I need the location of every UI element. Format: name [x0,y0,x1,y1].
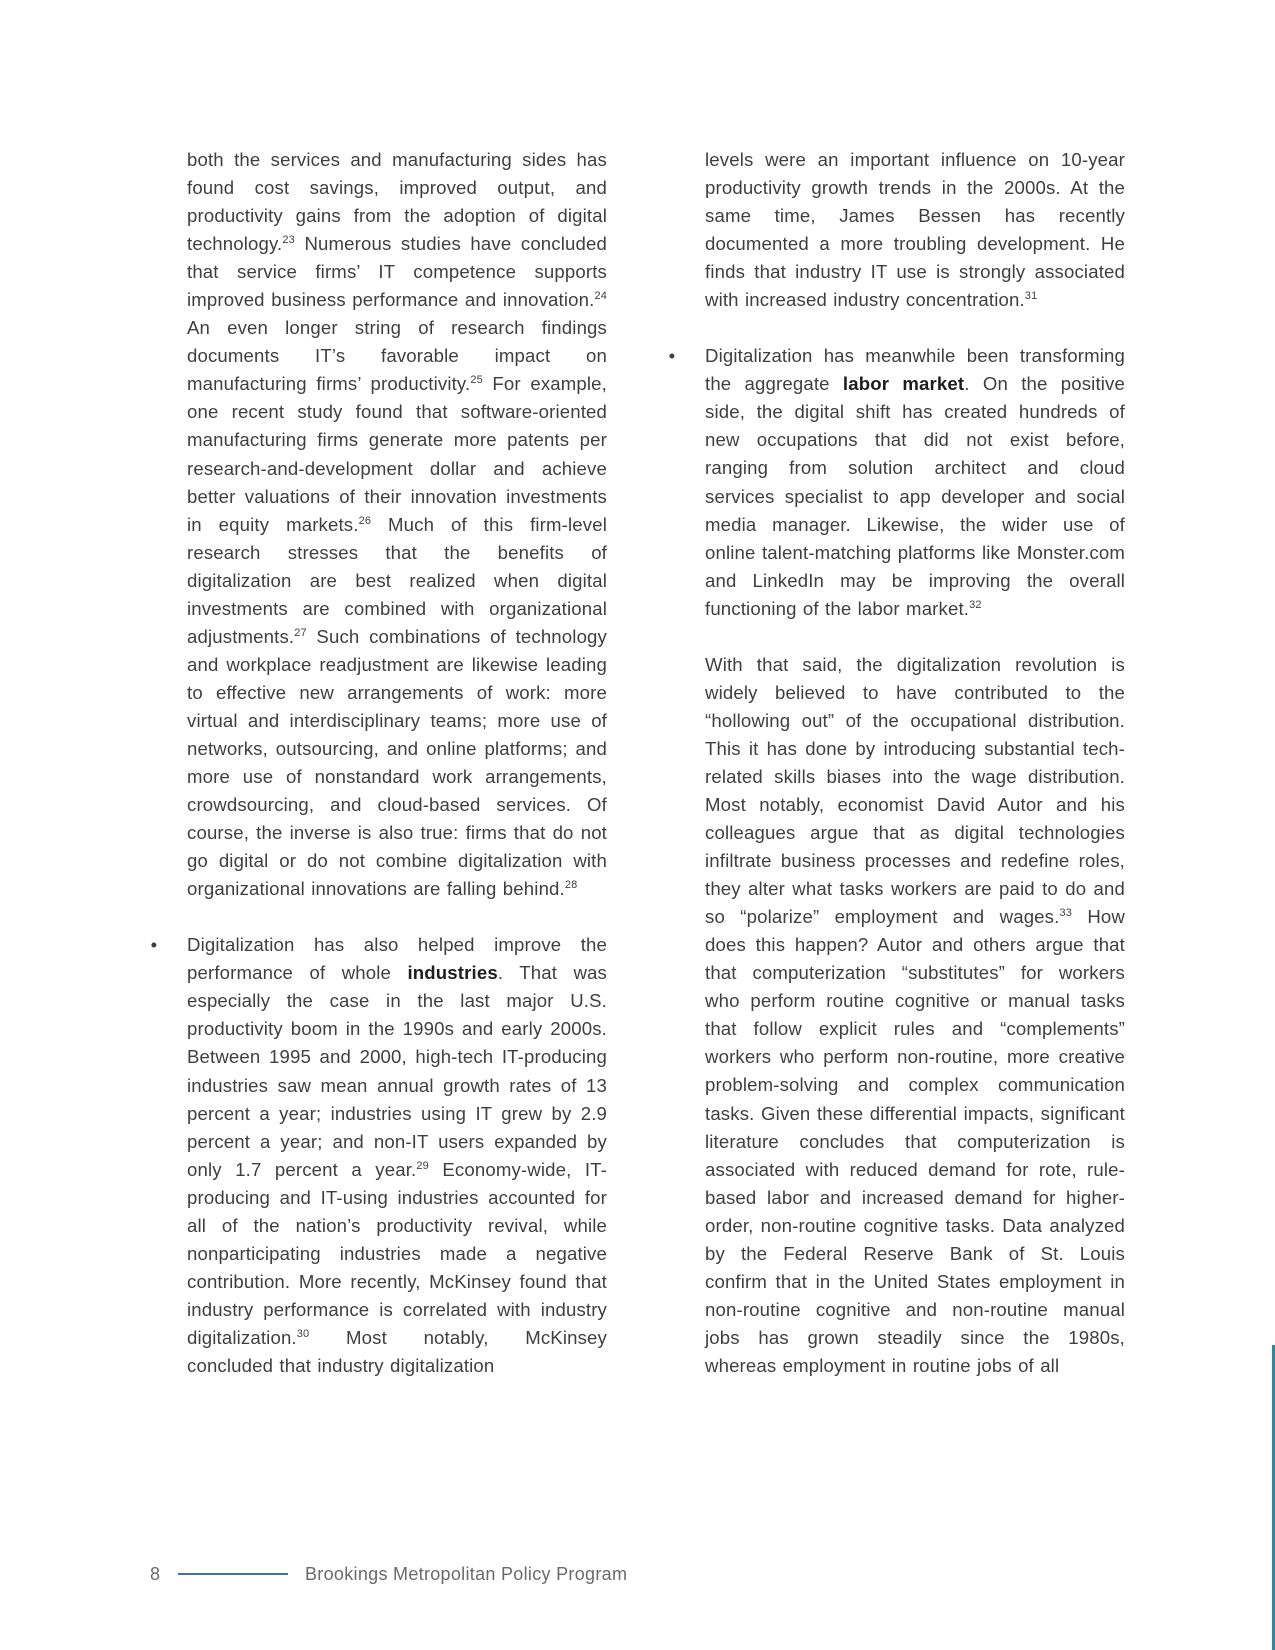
footer-rule [178,1573,288,1575]
bullet-marker: • [668,345,676,367]
footnote-ref[interactable]: 30 [296,1327,310,1340]
footnote-ref[interactable]: 27 [294,626,307,639]
bullet-text: Digitalization has meanwhile been transforming the aggregate labor market. On the positive side, the digital shift has created hundreds of new occupations that did not exist before, ranging from solution architect and cloud services specialist to app developer and social media manager. Likewise, the wider use of online talent-matching platforms like Monster.com and LinkedIn may be improving the overall functioning of the labor market.$^{32}$ [705,345,1125,619]
bullet-text: Digitalization has also helped improve the performance of whole industries. That was especially the case in the last major U.S. productivity boom in the 1990s and early 2000s. Between 1995 and 2000, high-tech IT-producing industries saw mean annual growth rates of 13 percent a year; industries using IT grew by 2.9 percent a year; and non-IT users expanded by only 1.7 percent a year.$^{29}$ Economy-wide, IT-producing and IT-using industries accounted for all of the nation’s productivity revival, while nonparticipating industries made a negative contribution. More recently, McKinsey found that industry performance is correlated with industry digitalization.$^{30}$ Most notably, McKinsey concluded that industry digitalization [187,934,607,1376]
bullet-labor-market [668,342,1125,622]
publication-title: Brookings Metropolitan Policy Program [305,1563,628,1584]
footnote-ref[interactable]: 24 [594,290,607,303]
paragraph-gap [187,903,607,931]
footnote-ref[interactable]: 29 [416,1159,429,1172]
footnote-ref[interactable]: 28 [564,879,578,892]
footnote-ref[interactable]: 26 [358,514,372,527]
paragraph-firm-research: both the services and manufacturing sides has found cost savings, improved output, and productivity gains from the adoption of digital technology.$^{23}$ Numerous studies have concluded that service firms’ IT competence supports improved business performance and innovation.$^{24}$ An even longer string of research findings documents IT’s favorable impact on manufacturing firms’ productivity.$^{25}$ For example, one recent study found that software-oriented manufacturing firms generate more patents per research-and-development dollar and achieve better valuations of their innovation investments in equity markets.$^{26}$ Much of this firm-level research stresses that the benefits of digitalization are best realized when digital investments are combined with organizational adjustments.$^{27}$ Such combinations of technology and workplace readjustment are likewise leading to effective new arrangements of work: more virtual and interdisciplinary teams; more use of networks, outsourcing, and online platforms; and more use of nonstandard work arrangements, crowdsourcing, and cloud-based services. Of course, the inverse is also true: firms that do not go digital or do not combine digitalization with organizational innovations are falling behind.$^{28}$ [187,149,607,900]
paragraph-hollowing-out: With that said, the digitalization revolution is widely believed to have contributed to the “hollowing out” of the occupational distribution. This it has done by introducing substantial tech-related skills biases into the wage distribution. Most notably, economist David Autor and his colleagues argue that as digital technologies infiltrate business processes and redefine roles, they alter what tasks workers are paid to do and so “polarize” employment and wages.$^{33}$ How does this happen? Autor and others argue that that computerization “substitutes” for workers who perform routine cognitive or manual tasks that follow explicit rules and “complements” workers who perform non-routine, more creative problem-solving and complex communication tasks. Given these differential impacts, significant literature concludes that computerization is associated with reduced demand for rote, rule-based labor and increased demand for higher-order, non-routine cognitive tasks. Data analyzed by the Federal Reserve Bank of St. Louis confirm that in the United States employment in non-routine cognitive and non-routine manual jobs has grown steadily since the 1980s, whereas employment in routine jobs of all [705,653,1125,1376]
footnote-ref[interactable]: 25 [470,374,483,387]
left-column [150,146,607,1380]
footnote-ref[interactable]: 23 [282,234,295,247]
bullet-marker: • [150,934,158,956]
bullet-industries [150,931,607,1380]
footnote-ref[interactable]: 33 [1059,907,1072,920]
page-number: 8 [150,1563,161,1584]
paragraph-gap [705,623,1125,651]
paragraph-industry-concentration: levels were an important influence on 10-year productivity growth trends in the 2000s. At the same time, James Bessen has recently documented a more troubling development. He finds that industry IT use is strongly associated with increased industry concentration.$^{31}$ [705,149,1125,311]
right-column [668,146,1125,1380]
bold-term-industries: industries [407,962,498,984]
paragraph-gap [705,314,1125,342]
footnote-ref[interactable]: 32 [969,598,982,611]
footnote-ref[interactable]: 31 [1024,290,1038,303]
bold-term-labor-market: labor market [842,373,965,395]
page-footer [150,1560,627,1588]
